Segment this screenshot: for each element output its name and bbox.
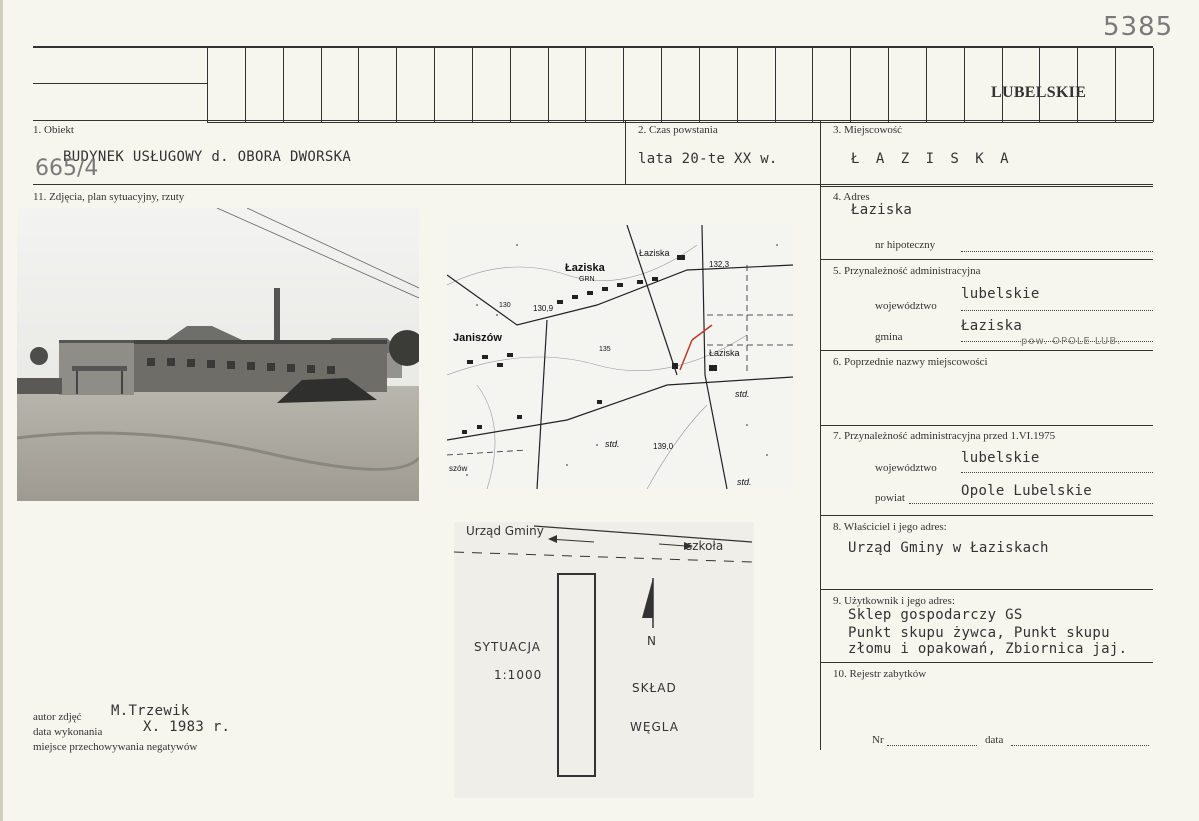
built-label: 2. Czas powstania	[638, 124, 718, 136]
owner-value: Urząd Gminy w Łaziskach	[848, 540, 1049, 556]
row-rule	[820, 662, 1153, 663]
site-sketch	[454, 522, 754, 798]
header-grid-line	[472, 48, 473, 122]
user-line: Punkt skupu żywca, Punkt skupu	[848, 625, 1110, 641]
map-label: Łaziska	[565, 262, 605, 274]
row-rule	[820, 350, 1153, 351]
building-photo	[17, 208, 419, 501]
user-line: Sklep gospodarczy GS	[848, 607, 1023, 623]
header-grid-line	[207, 48, 208, 122]
row-rule	[820, 515, 1153, 516]
map-label: Łaziska	[709, 348, 740, 358]
sketch-road-left: Urząd Gminy	[466, 524, 544, 538]
locality-value: Ł A Z I S K A	[851, 151, 1013, 167]
header-rule	[33, 83, 207, 84]
row-rule	[33, 120, 1153, 121]
map-label: szów	[449, 464, 468, 473]
admin-before-voivodeship-value: lubelskie	[961, 450, 1040, 466]
sketch-label: WĘGLA	[630, 720, 679, 734]
sketch-road-right: szkoła	[686, 539, 724, 553]
header-grid-line	[623, 48, 624, 122]
admin-before-label: 7. Przynależność administracyjna przed 1.VI.1975	[833, 430, 1056, 442]
header-grid-line	[245, 48, 246, 122]
header-rule	[33, 46, 207, 48]
mortgage-label: nr hipoteczny	[875, 239, 936, 251]
admin-voivodeship-field	[961, 310, 1153, 311]
admin-label: 5. Przynależność administracyjna	[833, 265, 981, 277]
user-label: 9. Użytkownik i jego adres:	[833, 595, 955, 607]
date-value: X. 1983 r.	[143, 719, 231, 735]
header-grid-line	[737, 48, 738, 122]
map-label: 132,3	[709, 260, 730, 269]
row-rule	[33, 184, 1153, 185]
header-grid-line	[1115, 48, 1116, 122]
header-grid-line	[358, 48, 359, 122]
header-grid-line	[510, 48, 511, 122]
author-value: M.Trzewik	[111, 703, 190, 719]
header-grid-line	[661, 48, 662, 122]
registry-date-label: data	[985, 734, 1004, 746]
admin-before-county-field	[909, 503, 1153, 504]
header-grid-line	[775, 48, 776, 122]
header-grid-line	[699, 48, 700, 122]
user-line: złomu i opakowań, Zbiornica jaj.	[848, 641, 1128, 657]
former-names-label: 6. Poprzednie nazwy miejscowości	[833, 356, 988, 368]
map-label: 139,0	[653, 442, 674, 451]
admin-before-county-label: powiat	[875, 492, 905, 504]
map-label: std.	[737, 477, 752, 487]
admin-voivodeship-label: województwo	[875, 300, 937, 312]
map-label: 130	[499, 302, 511, 309]
date-label: data wykonania	[33, 726, 103, 738]
header-grid-line	[964, 48, 965, 122]
built-value: lata 20-te XX w.	[638, 151, 778, 167]
registry-label: 10. Rejestr zabytków	[833, 668, 927, 680]
admin-commune-label: gmina	[875, 331, 903, 343]
map-label: GRN	[579, 276, 595, 283]
header-grid-line	[396, 48, 397, 122]
locality-label: 3. Miejscowość	[833, 124, 903, 136]
catalog-number: 5385	[1103, 12, 1174, 42]
owner-label: 8. Właściciel i jego adres:	[833, 521, 947, 533]
map-label: std.	[735, 389, 750, 399]
header-grid-line	[283, 48, 284, 122]
sketch-scale: 1:1000	[494, 668, 543, 682]
file-number: 665/4	[35, 156, 99, 181]
object-label: 1. Obiekt	[33, 124, 74, 136]
map-label: 130,9	[533, 304, 554, 313]
header-grid-line	[812, 48, 813, 122]
situation-map	[447, 225, 793, 489]
region-header: LUBELSKIE	[991, 84, 1087, 101]
admin-before-voivodeship-field	[961, 472, 1153, 473]
col-rule	[625, 120, 626, 184]
admin-note: pow. OPOLE LUB.	[1021, 336, 1122, 347]
address-value: Łaziska	[851, 202, 913, 218]
photos-label: 11. Zdjęcia, plan sytuacyjny, rzuty	[33, 191, 185, 203]
header-grid-line	[1153, 48, 1154, 122]
row-rule	[820, 425, 1153, 426]
admin-before-county-value: Opole Lubelskie	[961, 483, 1092, 499]
admin-commune-value: Łaziska	[961, 318, 1023, 334]
header-grid-line	[926, 48, 927, 122]
map-label: Janiszów	[453, 332, 502, 344]
storage-label: miejsce przechowywania negatywów	[33, 741, 198, 753]
registry-nr-label: Nr	[872, 734, 884, 746]
address-label: 4. Adres	[833, 191, 870, 203]
registry-date-field	[1011, 745, 1149, 746]
registry-nr-field	[887, 745, 977, 746]
north-arrow-icon: N	[647, 634, 657, 648]
map-label: 135	[599, 346, 611, 353]
sketch-label: SKŁAD	[632, 681, 677, 695]
row-rule	[820, 589, 1153, 590]
row-rule	[820, 259, 1153, 260]
right-column-rule	[820, 120, 821, 750]
sketch-title: SYTUACJA	[474, 640, 541, 654]
mortgage-field	[961, 251, 1153, 252]
header-grid-line	[434, 48, 435, 122]
map-label: Łaziska	[639, 248, 670, 258]
row-rule	[820, 186, 1153, 187]
map-label: std.	[605, 439, 620, 449]
header-grid-line	[850, 48, 851, 122]
author-label: autor zdjęć	[33, 711, 82, 723]
header-grid-line	[585, 48, 586, 122]
admin-before-voivodeship-label: województwo	[875, 462, 937, 474]
admin-voivodeship-value: lubelskie	[961, 286, 1040, 302]
header-grid-line	[321, 48, 322, 122]
header-grid-line	[548, 48, 549, 122]
object-value: BUDYNEK USŁUGOWY d. OBORA DWORSKA	[63, 149, 352, 165]
header-grid-line	[888, 48, 889, 122]
